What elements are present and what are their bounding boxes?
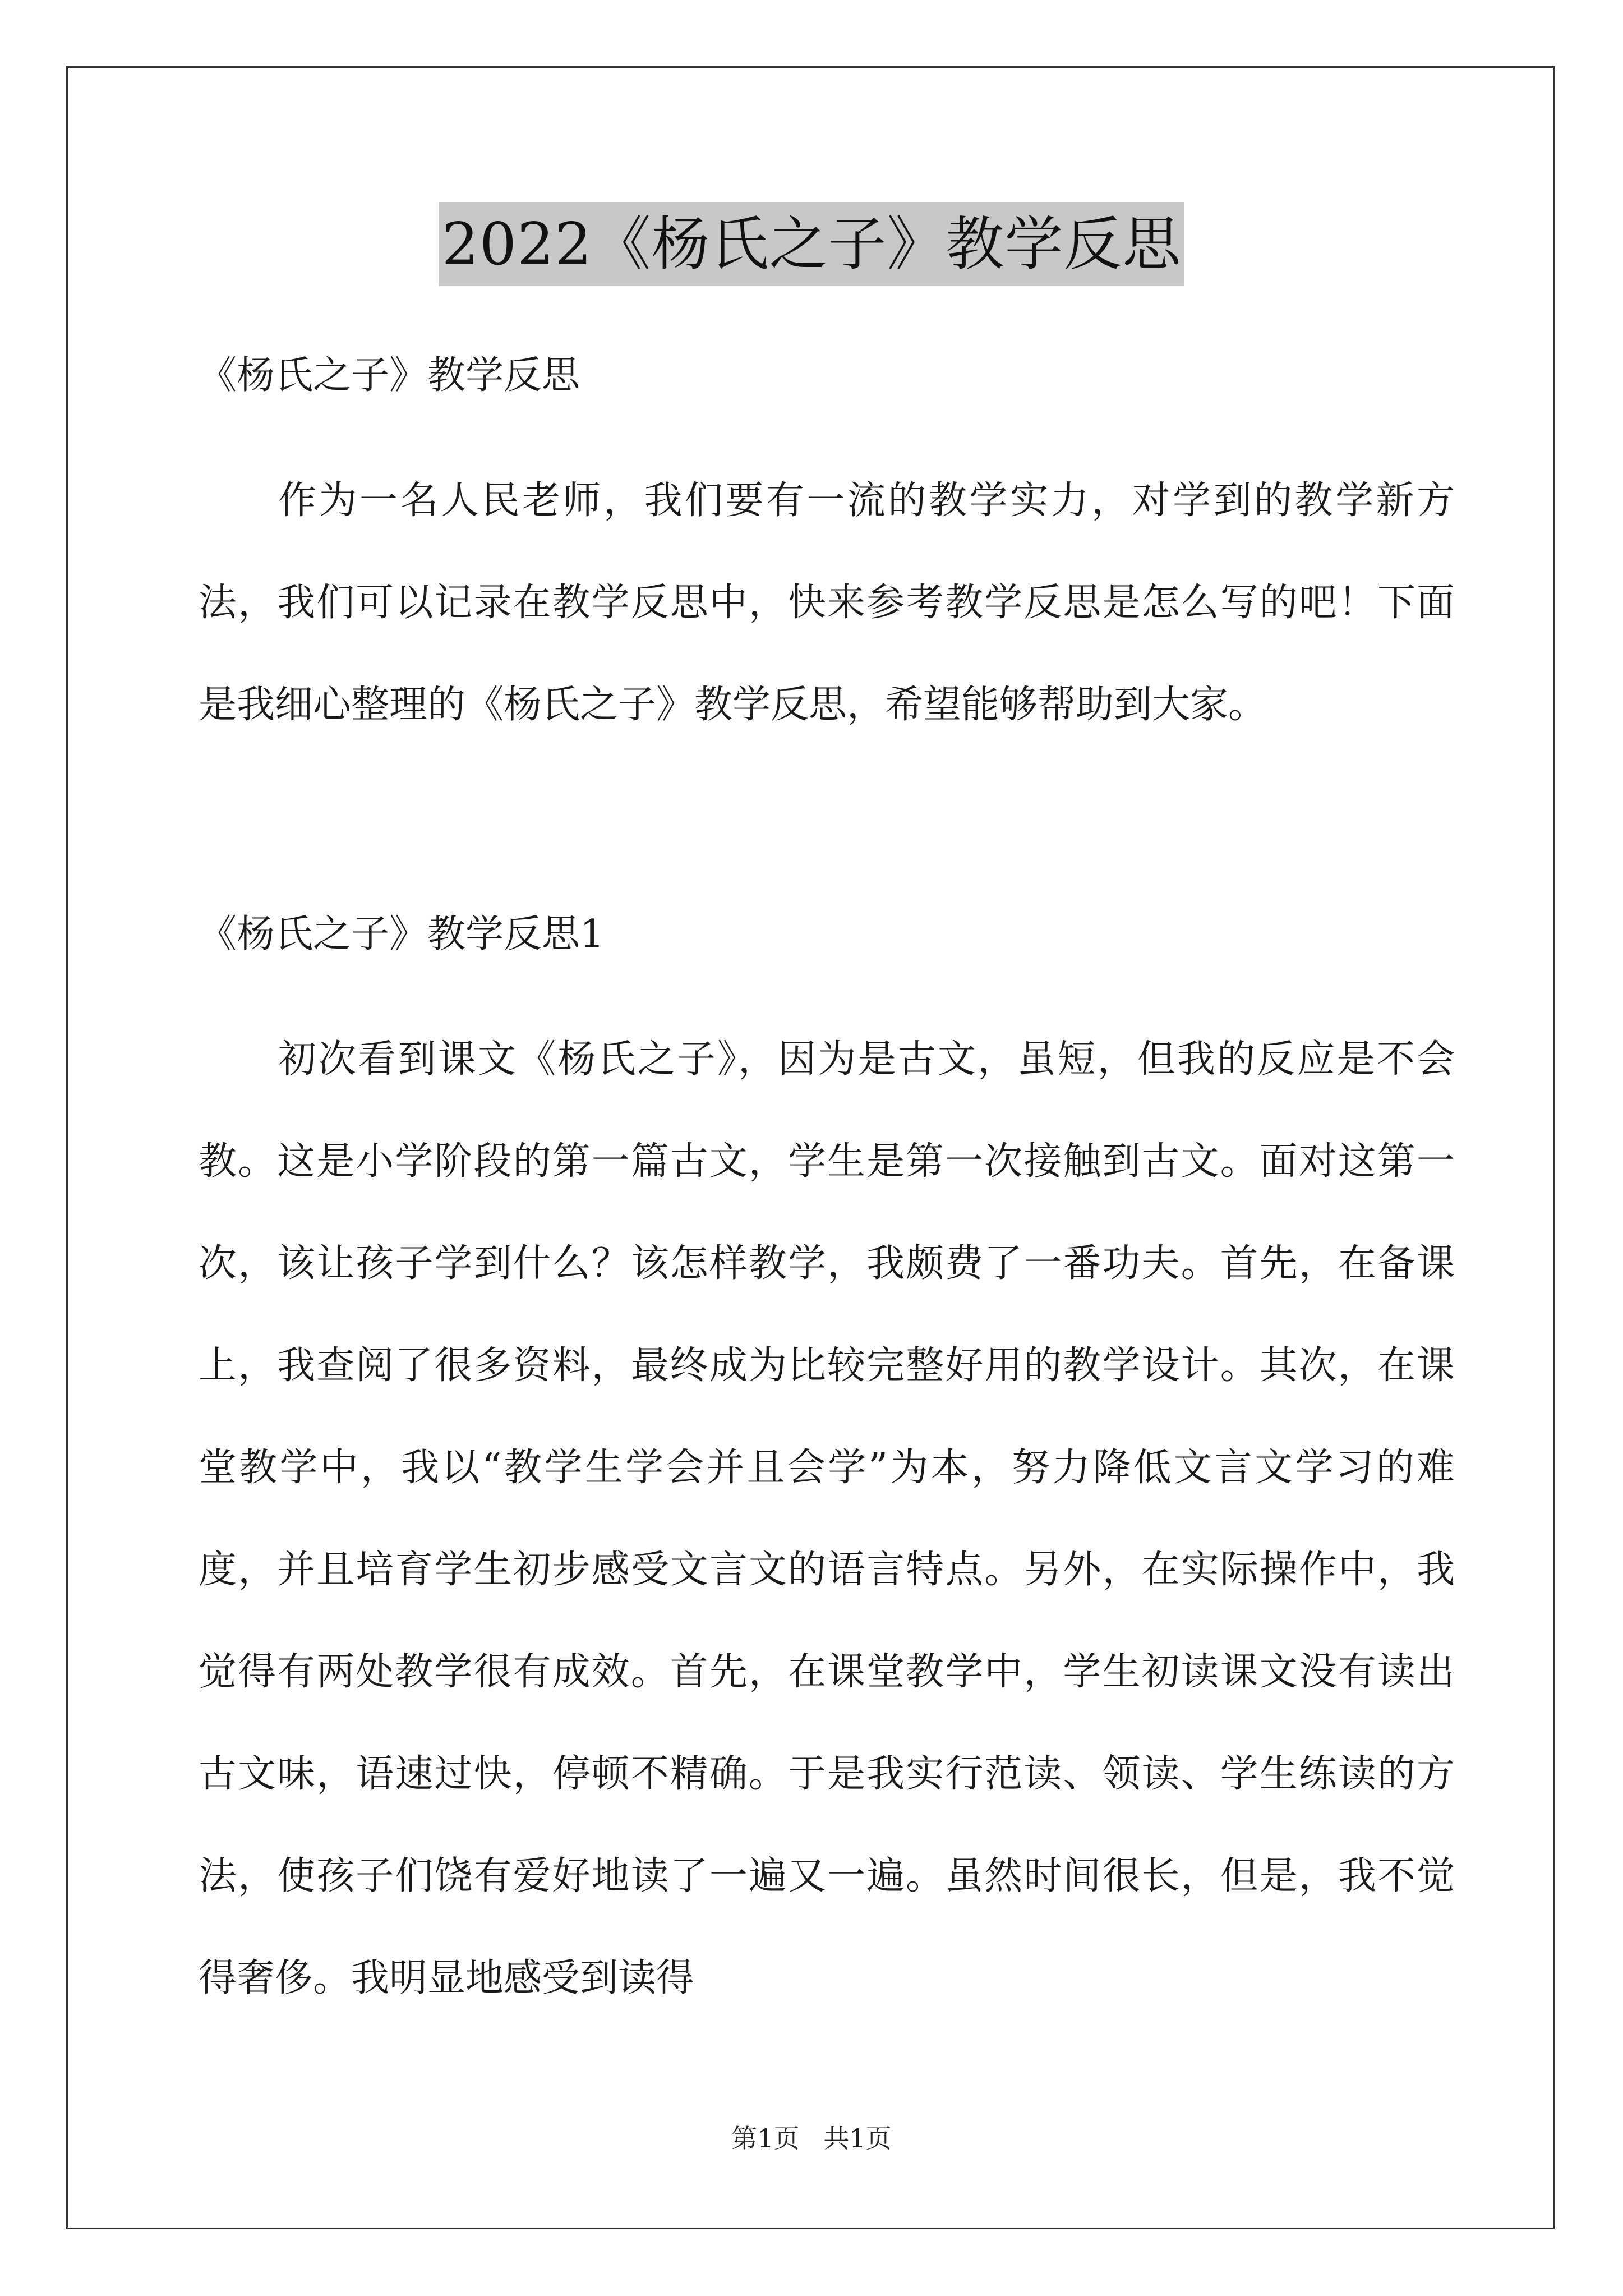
- document-body: [199, 348, 1455, 2030]
- spacer: [199, 756, 1455, 907]
- page-number: 第1页: [731, 2123, 800, 2154]
- page-footer: [0, 2122, 1623, 2155]
- subtitle-heading: 《杨氏之子》教学反思: [199, 353, 580, 398]
- spacer: [199, 963, 1455, 1009]
- section-1-paragraph: 初次看到课文《杨氏之子》，因为是古文，虽短，但我的反应是不会教。这是小学阶段的第一篇古文，学生是第一次接触到古文。面对这第一次，该让孩子学到什么？该怎样教学，我颇费了一番功夫。首先，在备课上，我查阅了很多资料，最终成为比较完整好用的教学设计。其次，在课堂教学中，我以“教学生学会并且会学”为本，努力降低文言文学习的难度，并且培育学生初步感受文言文的语言特点。另外，在实际操作中，我觉得有两处教学很有成效。首先，在课堂教学中，学生初读课文没有读出古文味，语速过快，停顿不精确。于是我实行范读、领读、学生练读的方法，使孩子们饶有爱好地读了一遍又一遍。虽然时间很长，但是，我不觉得奢侈。我明显地感受到读得: [199, 1037, 1455, 2000]
- title-container: [0, 202, 1623, 286]
- section-1-heading: 《杨氏之子》教学反思1: [199, 912, 605, 956]
- page-total: 共1页: [823, 2123, 892, 2154]
- spacer: [199, 404, 1455, 450]
- document-title: 2022《杨氏之子》教学反思: [439, 202, 1185, 286]
- intro-paragraph: 作为一名人民老师，我们要有一流的教学实力，对学到的教学新方法，我们可以记录在教学反思中，快来参考教学反思是怎么写的吧！下面是我细心整理的《杨氏之子》教学反思，希望能够帮助到大家。: [199, 478, 1455, 727]
